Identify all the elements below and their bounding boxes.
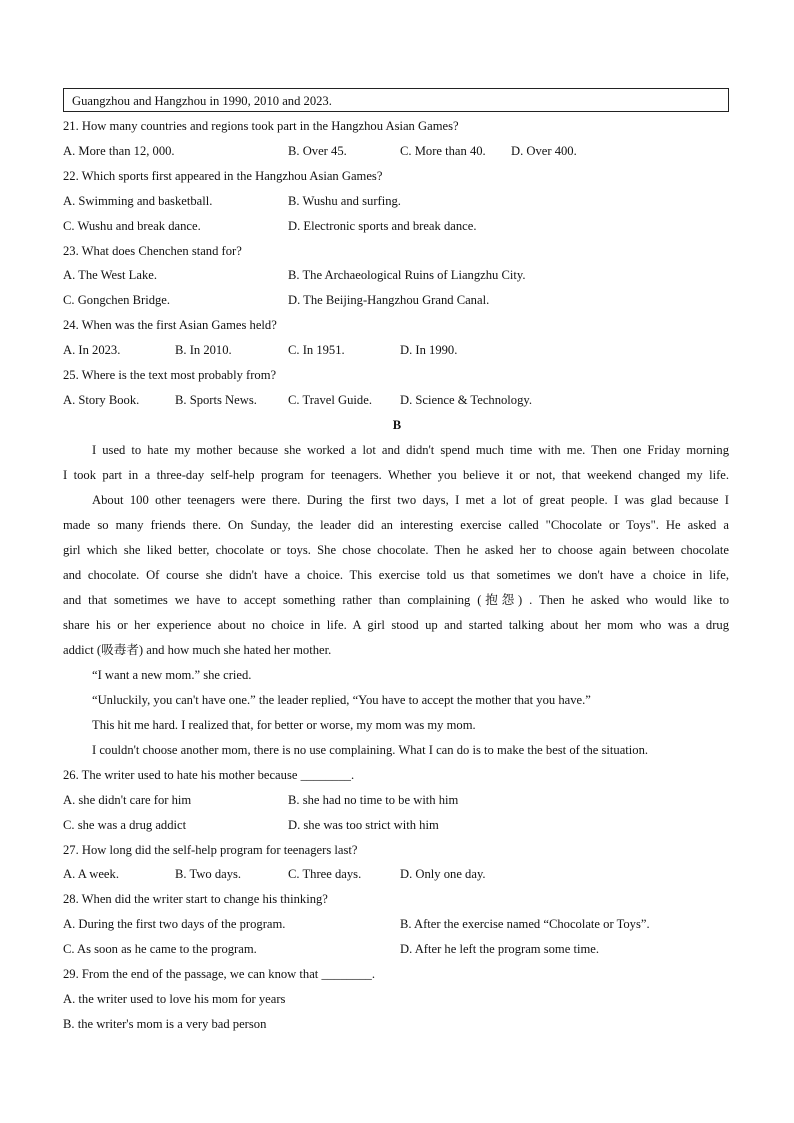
option-22a: A. Swimming and basketball. <box>63 194 213 208</box>
option-23d: D. The Beijing-Hangzhou Grand Canal. <box>288 293 490 307</box>
option-25c: C. Travel Guide. <box>288 393 372 407</box>
question-28: 28. When did the writer start to change his thinking? <box>63 892 328 906</box>
option-22d: D. Electronic sports and break dance. <box>288 219 477 233</box>
option-26c: C. she was a drug addict <box>63 818 187 832</box>
option-28c: C. As soon as he came to the program. <box>63 942 257 956</box>
option-27d: D. Only one day. <box>400 867 486 881</box>
option-22c: C. Wushu and break dance. <box>63 219 201 233</box>
question-27: 27. How long did the self-help program for teenagers last? <box>63 843 358 857</box>
question-23: 23. What does Chenchen stand for? <box>63 244 242 258</box>
passage-line-10: “I want a new mom.” she cried. <box>92 668 252 682</box>
question-24: 24. When was the first Asian Games held? <box>63 318 277 332</box>
passage-line-4: made so many friends there. On Sunday, the leader did an interesting exercise called "Chocolate or Toys". He asked a <box>63 518 729 532</box>
option-24d: D. In 1990. <box>400 343 458 357</box>
option-28a: A. During the first two days of the program. <box>63 917 286 931</box>
passage-line-5: girl which she liked better, chocolate or toys. She chose chocolate. Then he asked her to choose again between chocolate <box>63 543 729 557</box>
option-25d: D. Science & Technology. <box>400 393 533 407</box>
passage-line-9: addict (吸毒者) and how much she hated her mother. <box>63 643 332 657</box>
top-box-text: Guangzhou and Hangzhou in 1990, 2010 and 2023. <box>72 94 332 108</box>
question-21: 21. How many countries and regions took part in the Hangzhou Asian Games? <box>63 119 459 133</box>
option-21c: C. More than 40. <box>400 144 486 158</box>
option-29b: B. the writer's mom is a very bad person <box>63 1017 267 1031</box>
option-22b: B. Wushu and surfing. <box>288 194 401 208</box>
passage-line-11: “Unluckily, you can't have one.” the leader replied, “You have to accept the mother that you have.” <box>92 693 591 707</box>
option-23a: A. The West Lake. <box>63 268 157 282</box>
option-27c: C. Three days. <box>288 867 362 881</box>
option-27b: B. Two days. <box>175 867 242 881</box>
option-26a: A. she didn't care for him <box>63 793 192 807</box>
passage-line-12: This hit me hard. I realized that, for better or worse, my mom was my mom. <box>92 718 476 732</box>
option-28b: B. After the exercise named “Chocolate or Toys”. <box>400 917 650 931</box>
option-21a: A. More than 12, 000. <box>63 144 175 158</box>
passage-line-3: About 100 other teenagers were there. During the first two days, I met a lot of great people. I was glad because I <box>92 493 729 507</box>
section-b-title: B <box>392 418 402 432</box>
passage-line-7: and that sometimes we have to accept something rather than complaining (抱怨) . Then he asked who would like to <box>63 593 729 607</box>
option-21b: B. Over 45. <box>288 144 347 158</box>
question-26: 26. The writer used to hate his mother because ________. <box>63 768 355 782</box>
passage-line-6: and chocolate. Of course she didn't have a choice. This exercise told us that sometimes we don't have a choice in life, <box>63 568 729 582</box>
question-29: 29. From the end of the passage, we can know that ________. <box>63 967 375 981</box>
option-27a: A. A week. <box>63 867 119 881</box>
passage-line-1: I used to hate my mother because she worked a lot and didn't spend much time with me. Then one Friday morning <box>92 443 729 457</box>
option-24a: A. In 2023. <box>63 343 121 357</box>
option-24b: B. In 2010. <box>175 343 232 357</box>
option-26b: B. she had no time to be with him <box>288 793 459 807</box>
option-28d: D. After he left the program some time. <box>400 942 599 956</box>
passage-line-8: share his or her experience about no choice in life. A girl stood up and started talking about her mom who was a drug <box>63 618 729 632</box>
option-25a: A. Story Book. <box>63 393 140 407</box>
option-25b: B. Sports News. <box>175 393 257 407</box>
option-26d: D. she was too strict with him <box>288 818 439 832</box>
question-25: 25. Where is the text most probably from? <box>63 368 277 382</box>
option-21d: D. Over 400. <box>511 144 577 158</box>
option-23c: C. Gongchen Bridge. <box>63 293 171 307</box>
option-24c: C. In 1951. <box>288 343 345 357</box>
passage-line-2: I took part in a three-day self-help program for teenagers. Whether you believe it or not, that weekend changed my life. <box>63 468 729 482</box>
top-info-box <box>63 88 729 112</box>
question-22: 22. Which sports first appeared in the Hangzhou Asian Games? <box>63 169 383 183</box>
passage-line-13: I couldn't choose another mom, there is no use complaining. What I can do is to make the best of the situation. <box>92 743 649 757</box>
option-23b: B. The Archaeological Ruins of Liangzhu City. <box>288 268 526 282</box>
option-29a: A. the writer used to love his mom for years <box>63 992 286 1006</box>
